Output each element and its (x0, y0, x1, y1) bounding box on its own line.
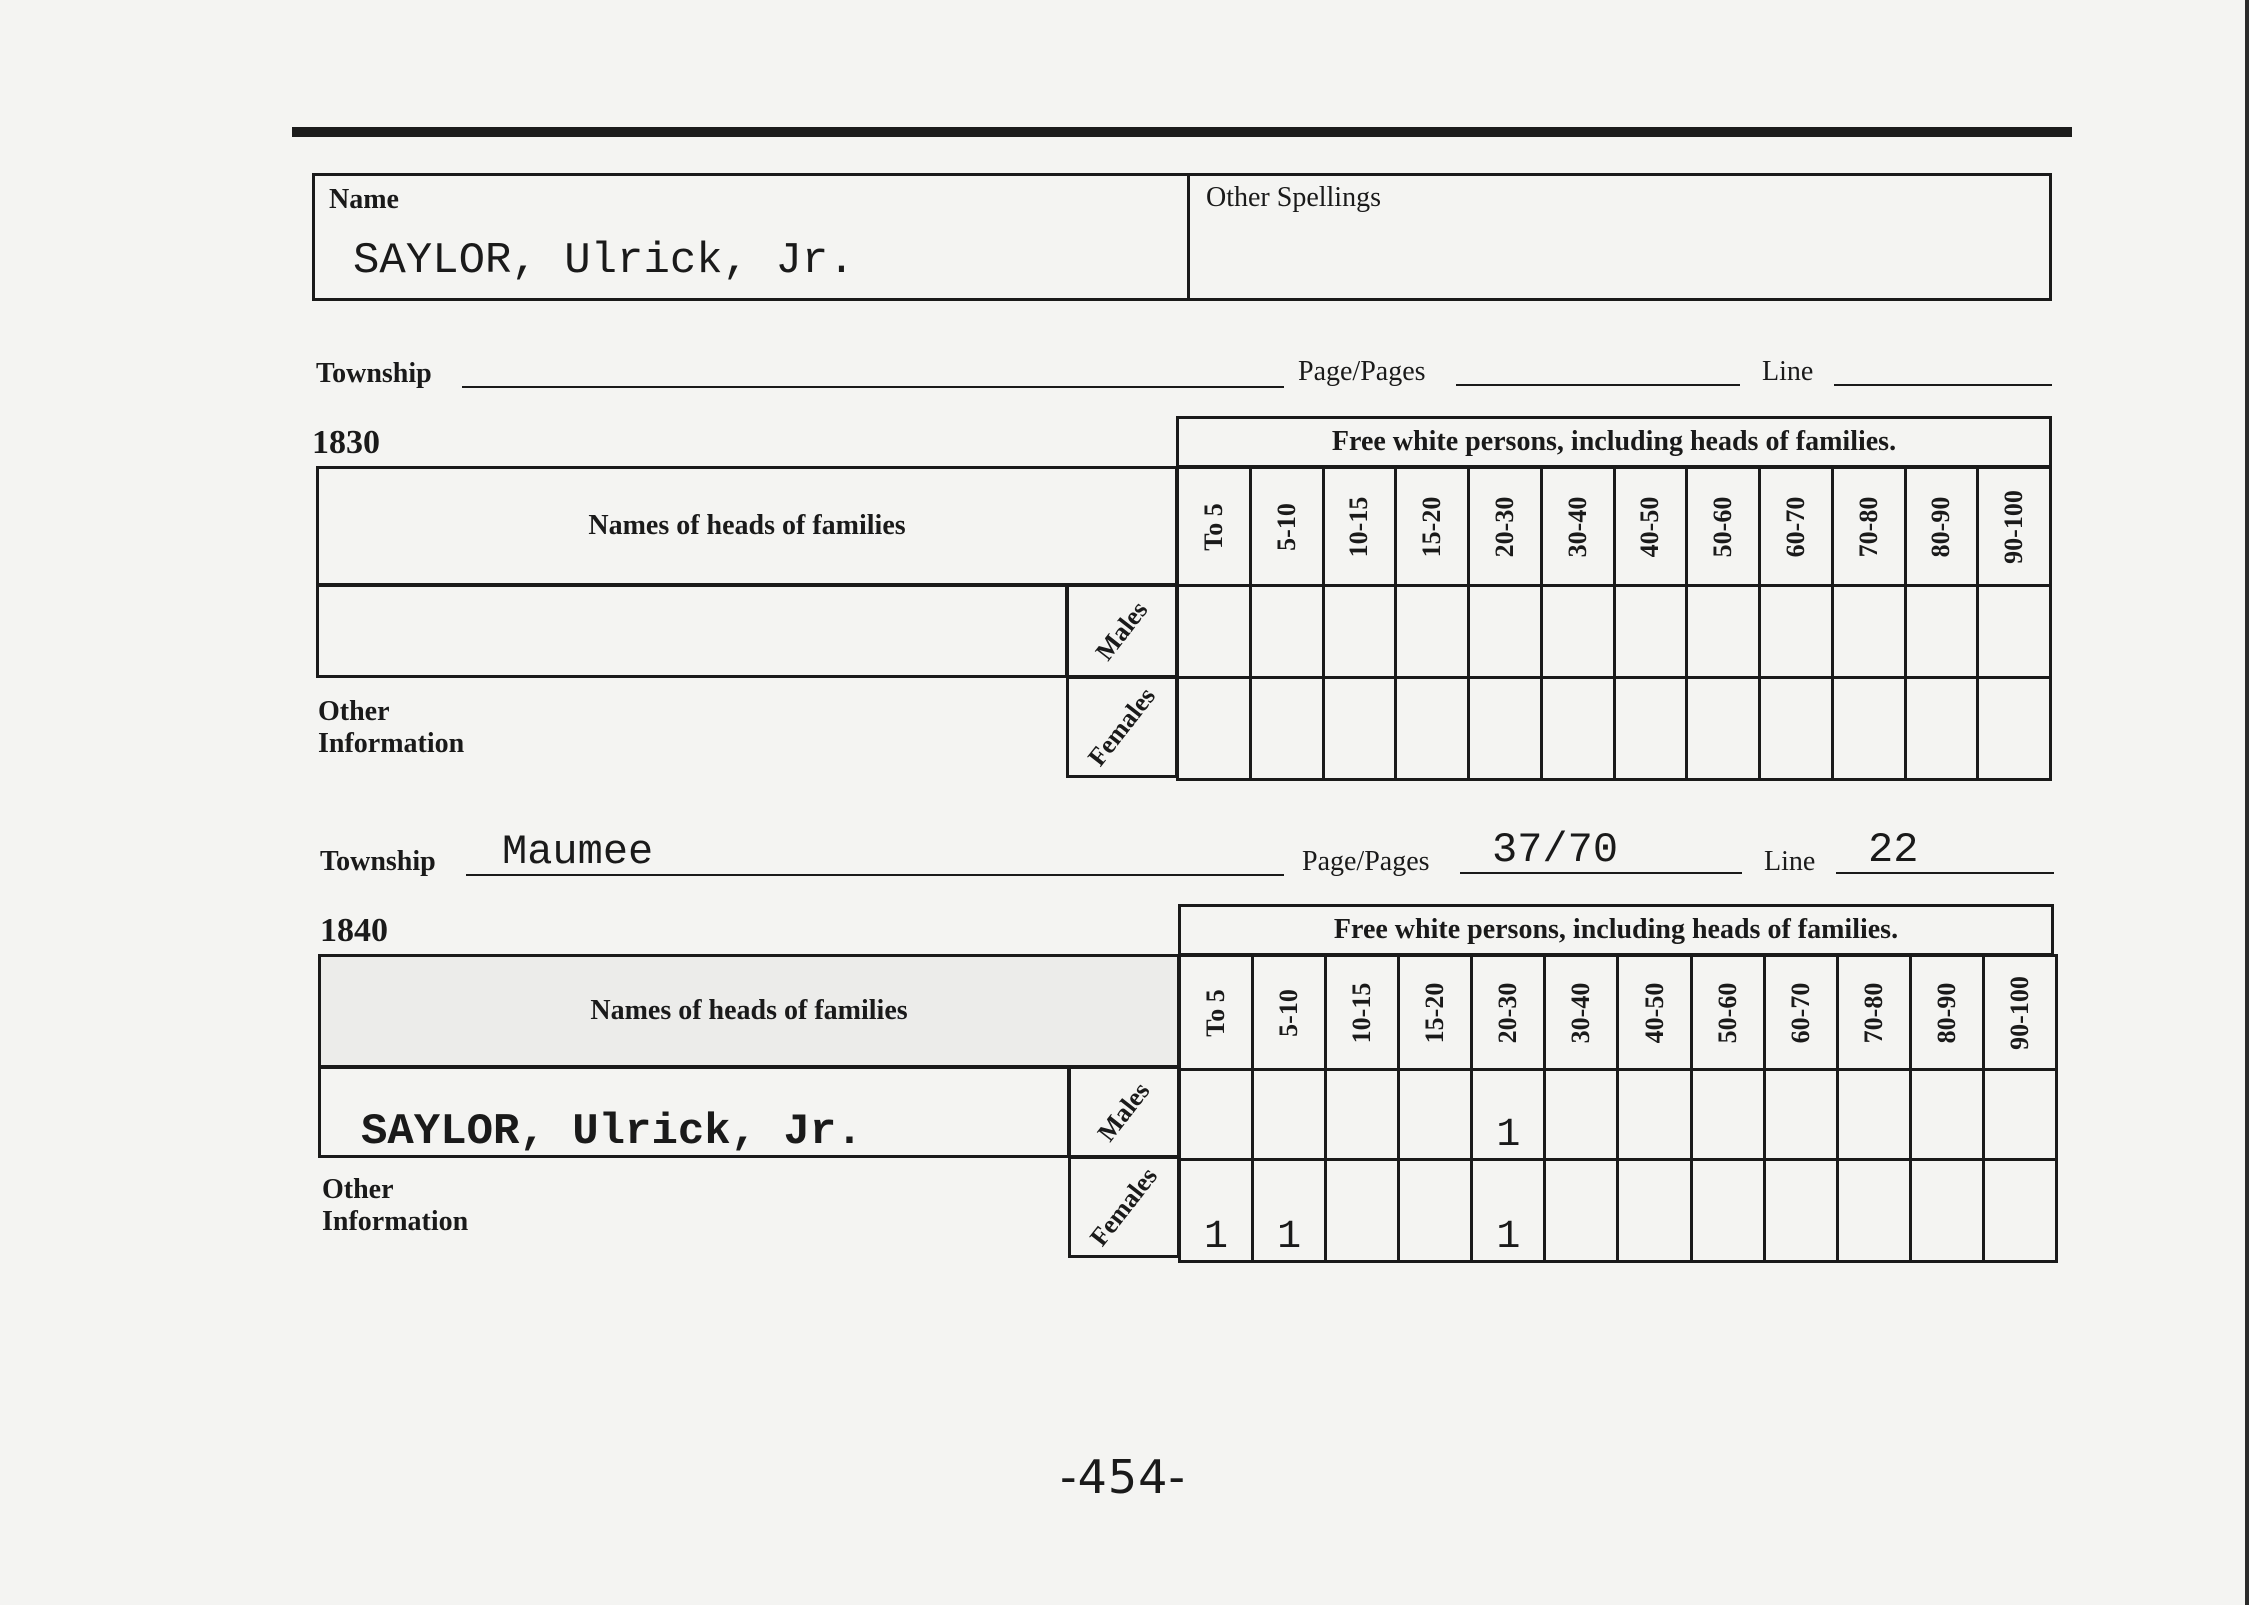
males-label-1840: Males (1091, 1076, 1156, 1147)
males-count-cell (1326, 1070, 1399, 1160)
females-count-cell (1399, 1160, 1472, 1262)
age-column-header (1687, 468, 1760, 586)
year-1840: 1840 (320, 912, 388, 949)
females-count-cell (1250, 678, 1323, 780)
males-count-cell (1396, 586, 1469, 678)
males-count-cell (1614, 586, 1687, 678)
males-count-cell (1983, 1070, 2056, 1160)
age-column-header (1545, 956, 1618, 1070)
females-count-cell (1618, 1160, 1691, 1262)
age-column-header (1905, 468, 1978, 586)
females-count: 1 (1496, 1215, 1521, 1260)
females-count-cell (1326, 1160, 1399, 1262)
age-column-header (1541, 468, 1614, 586)
age-column-label: 40-50 (1639, 982, 1669, 1043)
other-spellings-cell (1190, 176, 2049, 298)
age-column-label: 80-90 (1931, 982, 1961, 1043)
females-count-cell (1396, 678, 1469, 780)
females-count-cell (1253, 1160, 1326, 1262)
age-column-label: 10-15 (1344, 496, 1374, 557)
age-column-header (1396, 468, 1469, 586)
age-column-label: To 5 (1198, 502, 1228, 551)
males-label-1830: Males (1089, 595, 1154, 666)
males-count-cell (1250, 586, 1323, 678)
top-rule (292, 127, 2072, 137)
males-count-cell (1687, 586, 1760, 678)
pages-label-1840: Page/Pages (1302, 846, 1430, 877)
males-count-cell (1910, 1070, 1983, 1160)
males-count-cell (1469, 586, 1542, 678)
females-label-1830: Females (1082, 681, 1162, 772)
township-value-1840: Maumee (502, 828, 654, 876)
age-column-header (1180, 956, 1253, 1070)
age-column-label: 50-60 (1708, 496, 1738, 557)
males-count-cell (1978, 586, 2051, 678)
males-count-cell (1837, 1070, 1910, 1160)
line-value-1840: 22 (1868, 826, 1919, 874)
age-column-header (1472, 956, 1545, 1070)
females-count-cell (1691, 1160, 1764, 1262)
age-column-label: 70-80 (1858, 982, 1888, 1043)
males-count: 1 (1496, 1113, 1521, 1158)
age-column-header (1469, 468, 1542, 586)
age-column-header (1910, 956, 1983, 1070)
males-count-cell (1178, 586, 1251, 678)
females-count-cell (1978, 678, 2051, 780)
age-column-header (1760, 468, 1833, 586)
township-label-1840: Township (320, 846, 436, 877)
males-label-cell-1830 (1066, 584, 1178, 678)
males-row-1830 (1178, 586, 2051, 678)
free-white-header-1840: Free white persons, including heads of families. (1178, 904, 2054, 956)
head-name-cell-1840 (318, 1066, 1070, 1158)
names-heads-header-1840: Names of heads of families (318, 954, 1180, 1068)
age-column-label: 30-40 (1562, 496, 1592, 557)
females-count-cell (1178, 678, 1251, 780)
name-label: Name (329, 184, 399, 215)
females-count-cell (1760, 678, 1833, 780)
age-column-header (1618, 956, 1691, 1070)
age-column-label: 30-40 (1566, 982, 1596, 1043)
head-name-1840: SAYLOR, Ulrick, Jr. (361, 1107, 863, 1157)
line-fill-1830 (1834, 384, 2052, 386)
age-column-label: To 5 (1201, 988, 1231, 1037)
males-count-cell (1180, 1070, 1253, 1160)
age-column-label: 10-15 (1347, 982, 1377, 1043)
township-line-1830 (462, 386, 1284, 388)
age-column-header (1983, 956, 2056, 1070)
age-column-header (1326, 956, 1399, 1070)
age-column-header (1614, 468, 1687, 586)
males-count-cell (1764, 1070, 1837, 1160)
line-label-1830: Line (1762, 356, 1814, 387)
males-count-cell (1323, 586, 1396, 678)
females-label-cell-1840 (1068, 1156, 1180, 1258)
line-label-1840: Line (1764, 846, 1816, 877)
females-count-cell (1687, 678, 1760, 780)
females-count-cell (1832, 678, 1905, 780)
age-column-label: 40-50 (1635, 496, 1665, 557)
age-column-label: 50-60 (1712, 982, 1742, 1043)
females-count-cell (1614, 678, 1687, 780)
females-count-cell (1541, 678, 1614, 780)
other-info-label-1840: Other Information (322, 1174, 469, 1237)
males-count-cell (1760, 586, 1833, 678)
pages-line-1830 (1456, 384, 1740, 386)
pages-value-1840: 37/70 (1492, 826, 1619, 874)
males-row-1840 (1180, 1070, 2057, 1160)
males-count-cell (1541, 586, 1614, 678)
females-count-cell (1180, 1160, 1253, 1262)
age-column-label: 90-100 (1999, 489, 2029, 564)
page-number: -454- (1060, 1450, 1186, 1504)
age-grid-1840 (1178, 954, 2058, 1263)
males-count-cell (1691, 1070, 1764, 1160)
females-row-1840 (1180, 1160, 2057, 1262)
age-column-label: 80-90 (1926, 496, 1956, 557)
females-count-cell (1910, 1160, 1983, 1262)
females-count: 1 (1204, 1215, 1229, 1260)
age-column-header (1837, 956, 1910, 1070)
females-count-cell (1472, 1160, 1545, 1262)
other-info-label-1830: Other Information (318, 696, 465, 759)
year-1830: 1830 (312, 424, 380, 461)
pages-label-1830: Page/Pages (1298, 356, 1426, 387)
females-row-1830 (1178, 678, 2051, 780)
females-count-cell (1545, 1160, 1618, 1262)
males-count-cell (1399, 1070, 1472, 1160)
age-column-label: 20-30 (1489, 496, 1519, 557)
males-label-cell-1840 (1068, 1066, 1180, 1158)
age-column-header (1978, 468, 2051, 586)
age-column-header (1399, 956, 1472, 1070)
names-heads-header-1830: Names of heads of families (316, 466, 1178, 586)
females-count-cell (1983, 1160, 2056, 1262)
age-grid-1830 (1176, 466, 2052, 781)
age-column-label: 15-20 (1417, 496, 1447, 557)
name-value: SAYLOR, Ulrick, Jr. (353, 236, 855, 286)
females-count-cell (1764, 1160, 1837, 1262)
females-label-cell-1830 (1066, 676, 1178, 778)
age-column-label: 20-30 (1493, 982, 1523, 1043)
females-count-cell (1837, 1160, 1910, 1262)
males-count-cell (1253, 1070, 1326, 1160)
name-cell (315, 176, 1190, 298)
age-column-header (1691, 956, 1764, 1070)
age-column-header (1832, 468, 1905, 586)
free-white-header-1830: Free white persons, including heads of families. (1176, 416, 2052, 468)
page-edge (2245, 0, 2249, 1605)
females-count-cell (1905, 678, 1978, 780)
age-column-header (1250, 468, 1323, 586)
males-count-cell (1618, 1070, 1691, 1160)
males-count-cell (1905, 586, 1978, 678)
males-count-cell (1832, 586, 1905, 678)
age-column-label: 60-70 (1780, 496, 1810, 557)
females-count: 1 (1277, 1215, 1302, 1260)
head-name-cell-1830 (316, 584, 1068, 678)
age-column-header (1253, 956, 1326, 1070)
males-count-cell (1472, 1070, 1545, 1160)
age-column-label: 90-100 (2004, 975, 2034, 1050)
age-column-label: 60-70 (1785, 982, 1815, 1043)
township-label-1830: Township (316, 358, 432, 389)
other-spellings-label: Other Spellings (1206, 182, 1381, 213)
age-column-label: 5-10 (1274, 988, 1304, 1037)
females-count-cell (1323, 678, 1396, 780)
females-count-cell (1469, 678, 1542, 780)
age-column-header (1178, 468, 1251, 586)
age-column-header (1764, 956, 1837, 1070)
males-count-cell (1545, 1070, 1618, 1160)
age-column-header (1323, 468, 1396, 586)
females-label-1840: Females (1084, 1161, 1164, 1252)
age-column-label: 70-80 (1853, 496, 1883, 557)
age-column-label: 5-10 (1271, 502, 1301, 551)
name-box (312, 173, 2052, 301)
age-column-label: 15-20 (1420, 982, 1450, 1043)
